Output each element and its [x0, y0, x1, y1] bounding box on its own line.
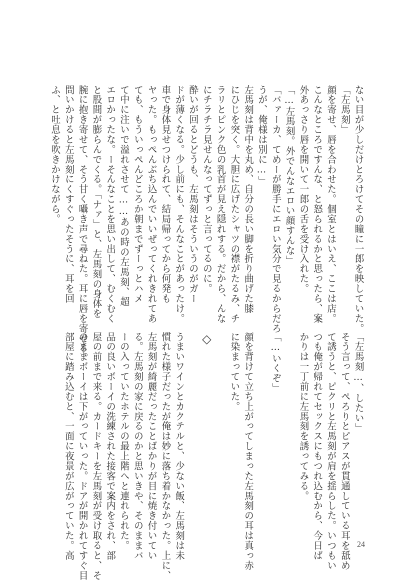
- text-line: にチラチラ見せんなってずっと言ってるのに。: [200, 85, 212, 294]
- text-line: 屋の前まで来る。カードキーを左馬刻が受け取ると、そ: [90, 332, 102, 581]
- text-line: る。左馬刻の家に戻るのかと思いきや、そのままバ: [131, 332, 143, 561]
- section-break-diamond: ◇: [199, 332, 214, 347]
- text-line: ても、もういっぺんどころか朝までずーっとハメ: [131, 85, 143, 304]
- text-line: のままボーイは下がっていった。ドアが開かれてすぐ目: [76, 332, 88, 581]
- text-line: 慣れた様子だったが俺は妙に落ち着かなかった。上に、: [159, 332, 171, 581]
- text-line: 腕に抱き寄せて、そう甘く囁き声で尋ねた。耳に唇を寄せる。: [76, 85, 88, 364]
- text-line: エロかったな。ーそんなことを思い出して、むくむく: [104, 85, 116, 324]
- text-line: 問いかけると左馬刻にくすぐったそうに、耳を回: [62, 85, 74, 304]
- text-line: 外あっさり唇を開いて一郎の舌を受け入れた。: [297, 85, 309, 294]
- text-line: ふ、と吐息を吹きかけながら。: [48, 85, 60, 225]
- text-line: 「…いくぞ」: [269, 332, 281, 394]
- text-line: かりは一丁前に左馬刻を誘ってみる。: [297, 332, 309, 501]
- text-line: て中に注いで溢れさせて……あの時の左馬刻、超: [117, 85, 129, 307]
- text-line: 「バァーカ、てめーが勝手にエロい気分で見るからだろ: [269, 85, 281, 334]
- text-line: 左馬刻は背中を丸め、自分の長い脚を折り曲げた膝: [242, 85, 254, 314]
- text-line: にひじを突く。大胆に広げたシャツの襟がたるみ、チ: [228, 85, 240, 324]
- text-line: こんなところですんな、と怒られるかと思ったら、案: [311, 85, 323, 324]
- text-line: 「…左馬刻。外でんなエロい顔すんな」: [283, 85, 295, 266]
- text-line: 車で身体見せつけられて、結局帰ってから何発も: [159, 85, 171, 304]
- text-line: て誘うと、ピクリと左馬刻が肩を揺らした。いつもい: [324, 332, 336, 571]
- text-line: うまいワインとカクテルと、少ない飯、左馬刻は未: [173, 332, 185, 561]
- text-line: ヤった。もっぺんぶち込んでいいぜってくれきれてあ: [145, 85, 157, 324]
- text-line: ドが薄くなる。少し前にも、そんなことがあったけ。: [173, 85, 185, 324]
- page-number: 24: [357, 540, 365, 549]
- text-line: 「左馬刻」: [338, 85, 350, 135]
- text-line: ーの入っていたホテルの最上階へと連れられた。: [117, 332, 129, 551]
- text-line: ない目が少しだけとろけてその瞳に一郎を映していた。: [352, 85, 364, 334]
- text-line: 品の良いボーイの洗練された接客で案内をされ、部: [104, 332, 116, 561]
- text-line: に染まっていた。: [228, 332, 240, 412]
- text-line: 「左馬刻…、したい」: [352, 332, 364, 434]
- text-line: つも俺が帰れてセックスにもつれ込むから、今日ば: [311, 332, 323, 561]
- text-line: うが、俺様は別に…」: [255, 85, 267, 187]
- text-line: そう言って、ぺろりとピアスが貫通している耳を舐め: [338, 332, 350, 571]
- text-line: と股間が膨らんでくる。「ナァ」と、左馬刻の身体を: [90, 85, 102, 319]
- text-line: ラリとピンク色の乳首が見え隠れする。だから、んな: [214, 85, 226, 324]
- text-line: 酔いが回るとどうも、左馬刻はそういうのがガー: [186, 85, 198, 304]
- text-line: 左馬刻が綺麗だったことばかりが目に焼き付いてい: [145, 332, 157, 561]
- text-line: 顔を背けて立ち上がってしまった左馬刻の耳は真っ赤: [242, 332, 254, 571]
- text-line: 顔を寄せ、唇を合わせた。個室とはいえ、ここは店。: [324, 85, 336, 324]
- text-line: 部屋に踏み込むと、一面に夜景が広がっていた。高: [62, 332, 74, 561]
